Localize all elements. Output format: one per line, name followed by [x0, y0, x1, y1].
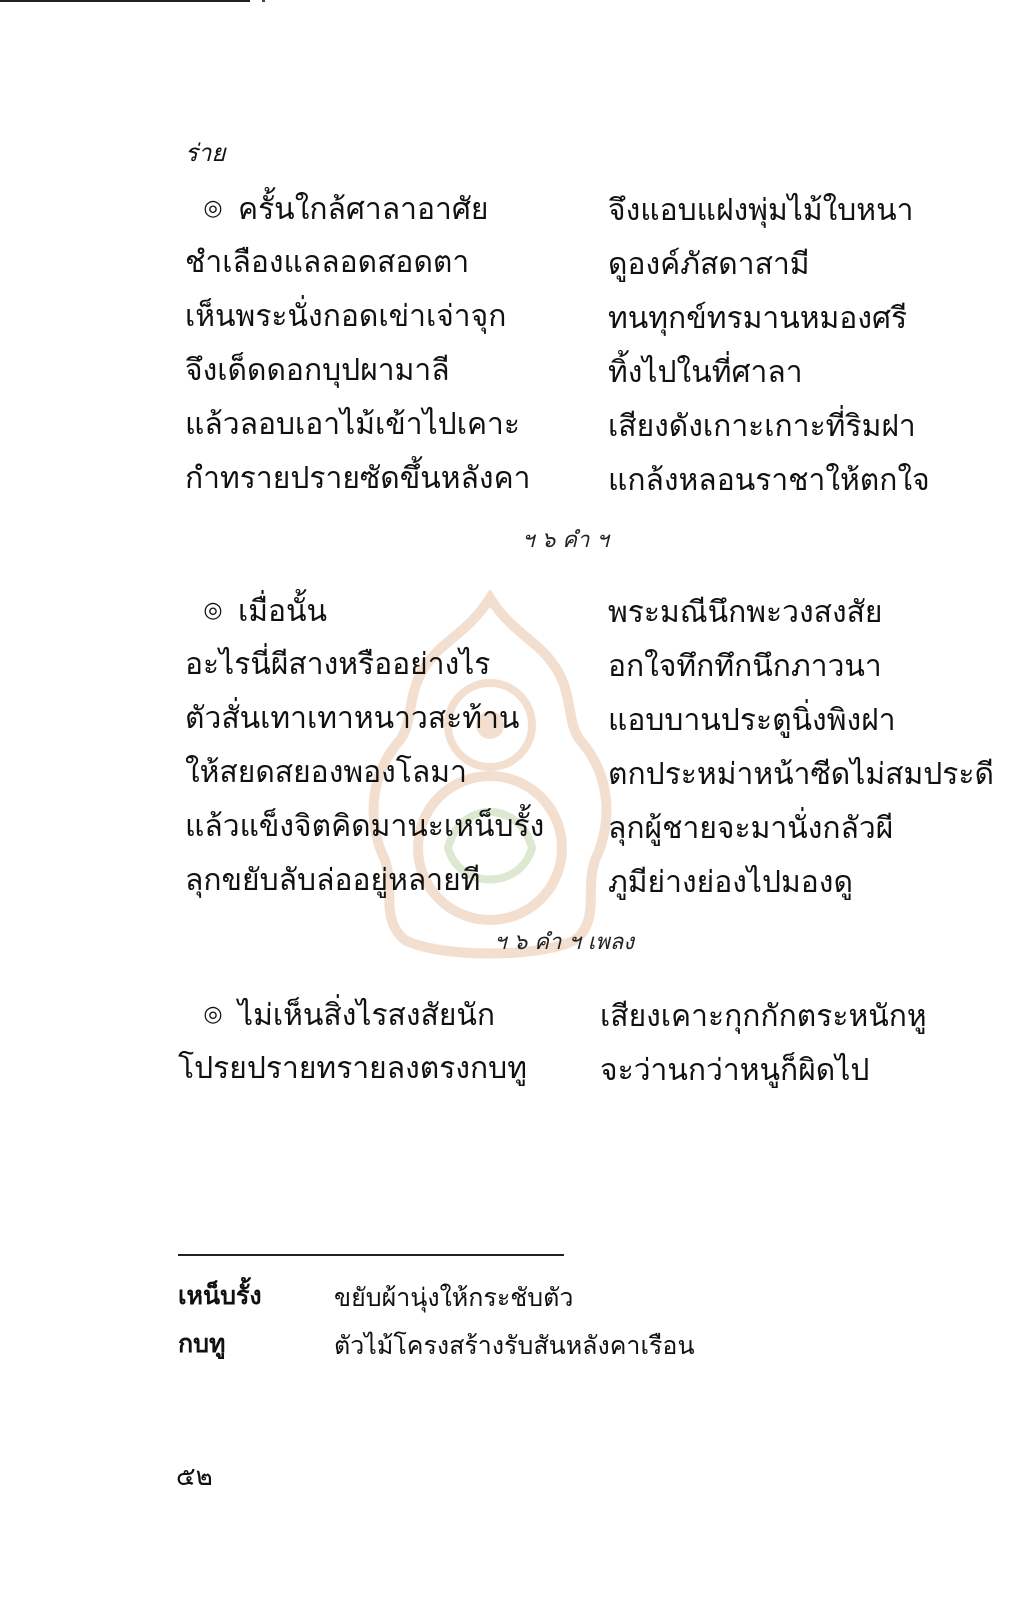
verse-line-left: กำทรายปรายซัดขึ้นหลังคา — [185, 461, 531, 496]
verse-line-left: ลุกขยับลับล่ออยู่หลายที — [185, 863, 481, 898]
verse-line-left: แล้วลอบเอาไม้เข้าไปเคาะ — [185, 407, 521, 442]
verse-line-right: แอบบานประตูนิ่งพิงฝา — [608, 703, 896, 738]
verse-line-left — [200, 188, 489, 231]
verse-mark: ◎ — [203, 196, 223, 221]
verse-line-left: ชำเลืองแลลอดสอดตา — [185, 245, 470, 280]
verse-line-right: พระมณีนึกพะวงสงสัย — [608, 595, 883, 630]
verse-line-left: ตัวสั่นเทาเทาหนาวสะท้าน — [185, 701, 520, 736]
footnote-rule — [178, 1254, 564, 1256]
footnote-term: กบทู — [178, 1329, 226, 1358]
verse-line-right: ลุกผู้ชายจะมานั่งกลัวผี — [608, 811, 894, 846]
verse-line-left: แล้วแข็งจิตคิดมานะเหน็บรั้ง — [185, 809, 545, 844]
footnote-term: เหน็บรั้ง — [178, 1281, 262, 1310]
meter-label: ฯ ๖ คำ ฯ — [522, 528, 609, 553]
page-number: ๕๒ — [176, 1462, 213, 1492]
verse-line-right: จึงแอบแฝงพุ่มไม้ใบหนา — [608, 193, 914, 228]
verse-text: ไม่เห็นสิ่งไรสงสัยนัก — [238, 998, 496, 1033]
verse-mark: ◎ — [203, 598, 223, 623]
verse-line-left: จึงเด็ดดอกบุปผามาลี — [185, 353, 450, 388]
verse-line-right: เสียงดังเกาะเกาะที่ริมฝา — [608, 409, 916, 444]
verse-text: ครั้นใกล้ศาลาอาศัย — [238, 192, 489, 227]
footnote-definition: ตัวไม้โครงสร้างรับสันหลังคาเรือน — [334, 1331, 695, 1360]
verse-line-left — [200, 994, 495, 1037]
verse-line-left: อะไรนี่ผีสางหรืออย่างไร — [185, 647, 491, 682]
verse-line-right: อกใจทึกทึกนึกภาวนา — [608, 649, 882, 684]
verse-text: เมื่อนั้น — [238, 594, 328, 629]
verse-line-left: โปรยปรายทรายลงตรงกบทู — [178, 1051, 527, 1086]
verse-line-right: ทิ้งไปในที่ศาลา — [608, 355, 803, 390]
scan-edge-line — [0, 0, 250, 2]
verse-line-right: เสียงเคาะกุกกักตระหนักหู — [600, 999, 927, 1034]
verse-line-right: ดูองค์ภัสดาสามี — [608, 247, 810, 282]
section-heading: ร่าย — [185, 139, 226, 167]
verse-line-left: ให้สยดสยองพองโลมา — [185, 755, 467, 790]
scan-edge-mark — [262, 0, 265, 2]
verse-line-right: ทนทุกข์ทรมานหมองศรี — [608, 301, 908, 336]
verse-line-right: แกล้งหลอนราชาให้ตกใจ — [608, 463, 930, 498]
verse-line-right: จะว่านกว่าหนูก็ผิดไป — [600, 1053, 870, 1088]
verse-mark: ◎ — [203, 1002, 223, 1027]
meter-label: ฯ ๖ คำ ฯ เพลง — [494, 930, 634, 955]
verse-line-left — [200, 590, 327, 633]
verse-line-left: เห็นพระนั่งกอดเข่าเจ่าจุก — [185, 299, 507, 334]
verse-line-right: ภูมีย่างย่องไปมองดู — [608, 865, 853, 900]
footnote-definition: ขยับผ้านุ่งให้กระชับตัว — [334, 1283, 574, 1312]
verse-line-right: ตกประหม่าหน้าซีดไม่สมประดี — [608, 757, 994, 792]
